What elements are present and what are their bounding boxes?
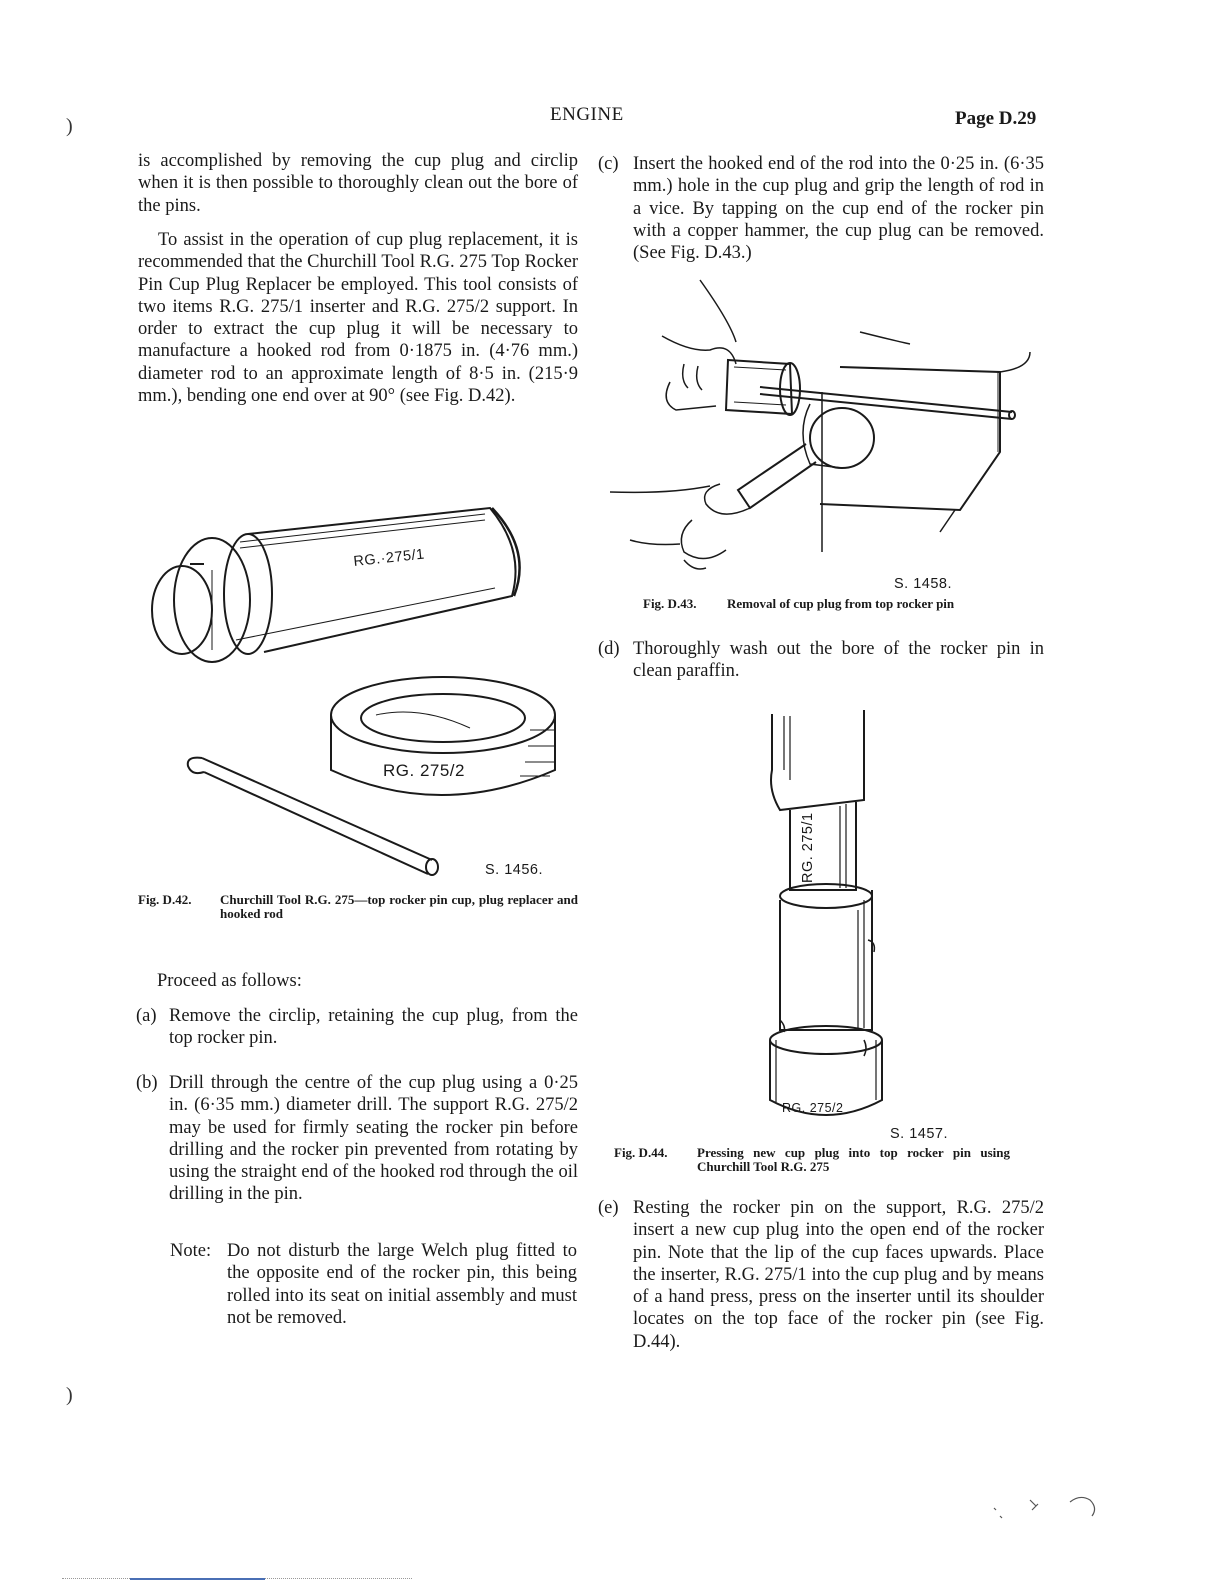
- figure-caption-text: Churchill Tool R.G. 275—top rocker pin cup, plug replacer and hooked rod: [220, 892, 578, 921]
- step-a-label: (a): [136, 1006, 157, 1026]
- note-text: Do not disturb the large Welch plug fitted to the opposite end of the rocker pin, this being rolled into its seat on initial assembly and must not be removed.: [227, 1241, 577, 1328]
- section-title: ENGINE: [550, 104, 624, 125]
- step-b: [136, 1072, 578, 1232]
- note-block: [170, 1240, 578, 1354]
- margin-bracket-mark: ): [66, 115, 73, 137]
- hammer-head-drawing: [810, 408, 874, 468]
- step-e-text: Resting the rocker pin on the support, R.G. 275/2 insert a new cup plug into the open end of the rocker pin. Note that the lip of the cup faces upwards. Place the inserter, R.G. 275/1 into the cup plug and by means of a hand press, press on the inserter until its shoulder locates on the top face of the rocker pin (see Fig. D.44).: [633, 1198, 1044, 1352]
- figure-code: S. 1456.: [485, 862, 544, 878]
- step-d-label: (d): [598, 639, 620, 659]
- step-d: [598, 638, 1044, 684]
- inserter-tool-drawing: [152, 508, 520, 662]
- vice-drawing: [820, 367, 1000, 510]
- step-c: [598, 153, 1044, 265]
- figure-d42-tool-illustration: [140, 500, 580, 890]
- step-e: [598, 1197, 1044, 1357]
- figure-caption-number: Fig. D.42.: [138, 892, 192, 907]
- step-a: [136, 1005, 578, 1051]
- press-ram-drawing: [771, 710, 864, 810]
- paragraph-intro: is accomplished by removing the cup plug and circlip when it is then possible to thoroughly clean out the bore of the pins.: [138, 151, 578, 216]
- page-number: Page D.29: [955, 108, 1037, 129]
- figure-d43-removal-illustration: [610, 272, 1040, 592]
- step-d-text: Thoroughly wash out the bore of the rocker pin in clean paraffin.: [633, 639, 1044, 682]
- note-label: Note:: [170, 1241, 212, 1261]
- support-label: RG. 275/2: [782, 1101, 844, 1115]
- inserter-label: RG. 275/1: [800, 812, 816, 883]
- step-b-text: Drill through the centre of the cup plug using a 0·25 in. (6·35 mm.) diameter drill. The support R.G. 275/2 may be used for firmly seating the rocker pin before drilling and the rocker pin prevented from rotating by using the straight end of the hooked rod through the oil drilling in the pin.: [169, 1073, 578, 1205]
- inserter-label: RG.·275/1: [352, 546, 426, 570]
- figure-code: S. 1458.: [894, 576, 953, 592]
- step-b-label: (b): [136, 1073, 158, 1093]
- figure-caption-text: Pressing new cup plug into top rocker pin using Churchill Tool R.G. 275: [697, 1145, 1010, 1174]
- hammer-handle-drawing: [738, 444, 816, 508]
- figure-code: S. 1457.: [890, 1126, 949, 1142]
- figure-caption-number: Fig. D.44.: [614, 1145, 668, 1160]
- scan-smudge-mark: [980, 1490, 1110, 1530]
- paragraph-tool-description: To assist in the operation of cup plug replacement, it is recommended that the Churchill Tool R.G. 275 Top Rocker Pin Cup Plug Replacer be employed. This tool consists of two items R.G. 275/1 inserter and R.G. 275/2 support. In order to extract the cup plug it will be necessary to manufacture a hooked rod from 0·1875 in. (4·76 mm.) diameter rod to an approximate length of 8·5 in. (215·9 mm.), bending one end over at 90° (see Fig. D.42).: [138, 230, 578, 407]
- figure-caption-text: Removal of cup plug from top rocker pin: [727, 596, 955, 611]
- footer-accent-rule: [130, 1578, 265, 1580]
- paragraph-proceed: Proceed as follows:: [157, 971, 302, 991]
- step-e-label: (e): [598, 1198, 619, 1218]
- figure-caption-number: Fig. D.43.: [643, 596, 697, 611]
- step-c-text: Insert the hooked end of the rod into the 0·25 in. (6·35 mm.) hole in the cup plug and grip the length of rod in a vice. By tapping on the cup end of the rocker pin with a copper hammer, the cup plug can be removed. (See Fig. D.43.): [633, 154, 1044, 264]
- figure-d44-pressing-illustration: [760, 710, 960, 1140]
- step-a-text: Remove the circlip, retaining the cup plug, from the top rocker pin.: [169, 1006, 578, 1049]
- step-c-label: (c): [598, 154, 619, 174]
- margin-bracket-mark: ): [66, 1384, 73, 1406]
- support-label: RG. 275/2: [383, 761, 465, 780]
